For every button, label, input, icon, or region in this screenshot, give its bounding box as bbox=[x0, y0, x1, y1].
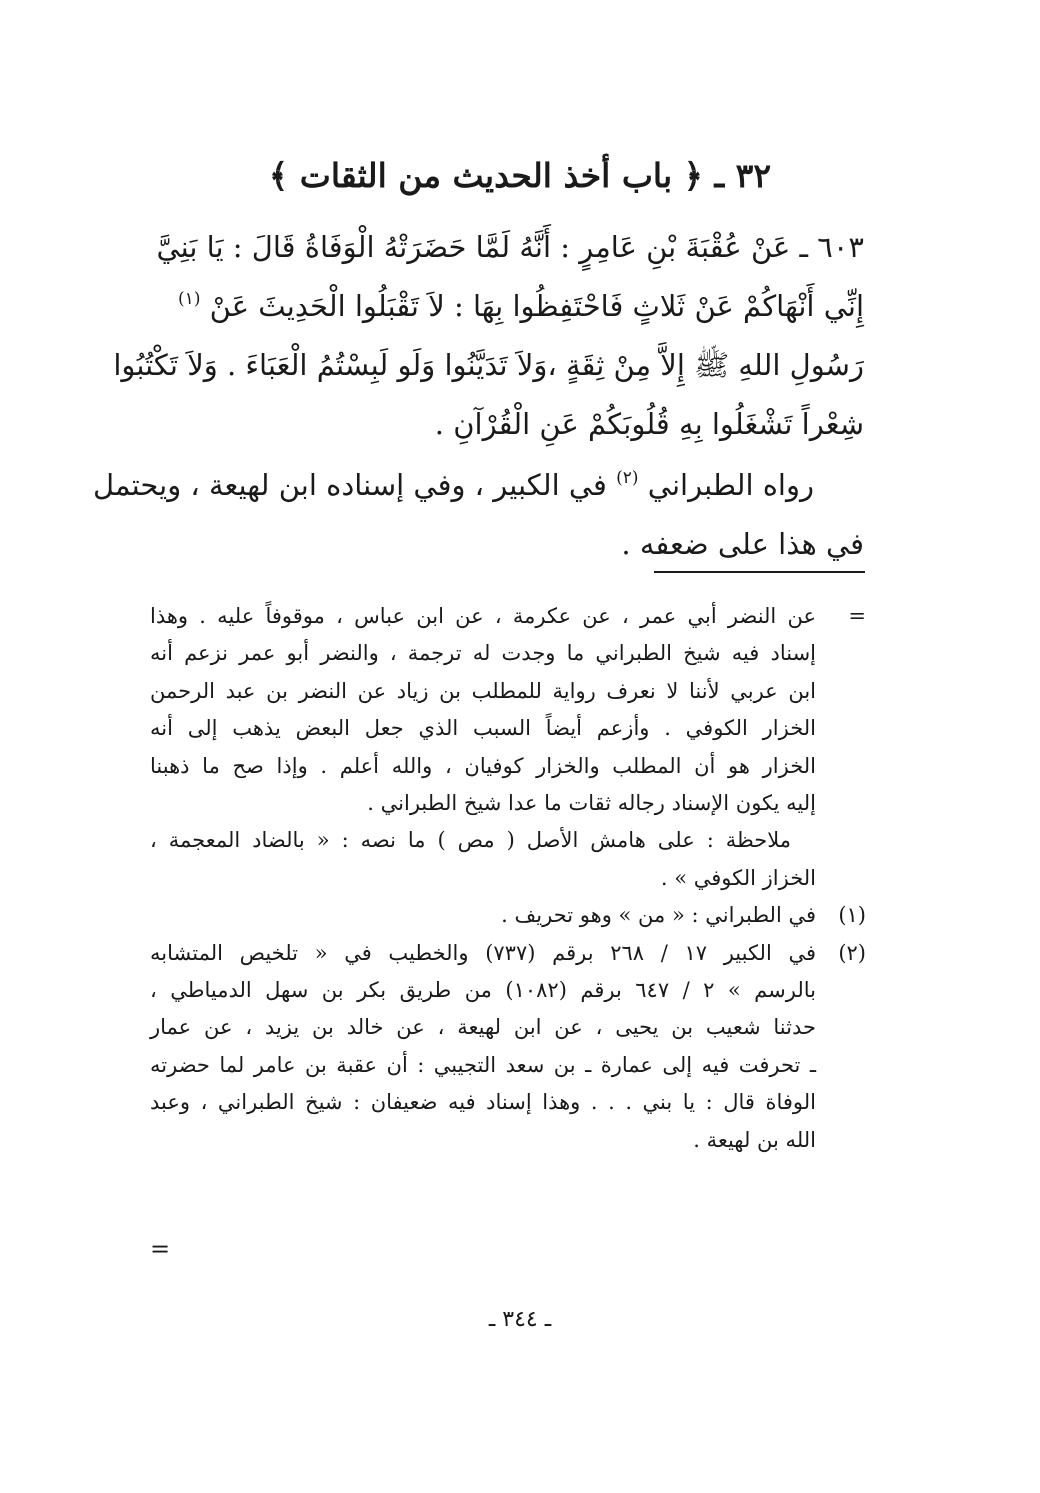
commentary-line-1-end: في الكبير ، وفي إسناده ابن لهيعة ، ويحتمل bbox=[92, 468, 607, 502]
continuation-line-2: إسناد فيه شيخ الطبراني ما وجدت له ترجمة ، والنضر أبو عمر نزعم أنه bbox=[150, 641, 816, 666]
chapter-title: ٣٢ ـ ﴿ باب أخذ الحديث من الثقات ﴾ bbox=[268, 156, 772, 195]
hadith-line-4: شِعْراً تَشْغَلُوا بِهِ قُلُوبَكُمْ عَنِ الْقُرْآنِ . bbox=[434, 407, 864, 441]
footnote-1-marker: (١) bbox=[838, 903, 866, 928]
hadith-line-2-text: إِنِّي أَنْهَاكُمْ عَنْ ثَلاثٍ فَاحْتَفِظُوا بِهَا : لاَ تَقْبَلُوا الْحَدِيثَ عَنْ bbox=[209, 289, 864, 323]
continuation-line-3: ابن عربي لأننا لا نعرف رواية للمطلب بن زياد عن النضر بن عبد الرحمن bbox=[150, 678, 816, 703]
footnote-remark bbox=[150, 822, 866, 897]
hadith-line-3: رَسُولِ اللهِ ﷺ إِلاَّ مِنْ ثِقَةٍ ،وَلاَ تَدَيَّنُوا وَلَو لَبِسْتُمُ الْعَبَاءَ . وَلاَ تَكْتُبُوا bbox=[113, 348, 864, 382]
footnote-2-line-2: بالرسم » ٢ / ٦٤٧ برقم (١٠٨٢) من طريق بكر بن سهل الدمياطي ، bbox=[150, 978, 816, 1003]
continuation-marker: = bbox=[848, 604, 866, 628]
continuation-line-5: الخزار هو أن المطلب والخزار كوفيان ، والله أعلم . وإذا صح ما ذهبنا bbox=[150, 753, 816, 778]
footnote-2-line-3: حدثنا شعيب بن يحيى ، عن ابن لهيعة ، عن خالد بن يزيد ، عن عمار bbox=[150, 1015, 816, 1040]
continuation-line-4: الخزار الكوفي . وأزعم أيضاً السبب الذي جعل البعض يذهب إلى أنه bbox=[150, 716, 816, 741]
commentary-line-1-start: رواه الطبراني bbox=[647, 468, 814, 502]
remark-line-1: ملاحظة : على هامش الأصل ( مص ) ما نصه : « بالضاد المعجمة ، bbox=[150, 828, 791, 853]
hadith-line-2 bbox=[178, 277, 864, 336]
footnote-2-line-4: ـ تحرفت فيه إلى عمارة ـ بن سعد التجيبي : أن عقبة بن عامر لما حضرته bbox=[150, 1052, 816, 1077]
footnote-2-line-6: الله بن لهيعة . bbox=[693, 1127, 816, 1152]
commentary-text bbox=[92, 456, 864, 574]
page-number: ـ ٣٤٤ ـ bbox=[488, 1307, 552, 1332]
footnote-ref-1[interactable]: (١) bbox=[178, 289, 201, 309]
footnote-continuation bbox=[150, 598, 866, 822]
footnote-2-marker: (٢) bbox=[838, 940, 866, 965]
hadith-line-1: ٦٠٣ ـ عَنْ عُقْبَةَ بْنِ عَامِرٍ : أَنَّهُ لَمَّا حَضَرَتْهُ الْوَفَاةُ قَالَ : يَا بَنِيَّ bbox=[156, 230, 864, 264]
footnote-2-line-5: الوفاة قال : يا بني . . . وهذا إسناد فيه ضعيفان : شيخ الطبراني ، وعبد bbox=[150, 1090, 816, 1115]
footnote-2 bbox=[150, 935, 866, 1159]
footnotes-section bbox=[150, 598, 866, 1159]
continuation-line-1: عن النضر أبي عمر ، عن عكرمة ، عن ابن عباس ، موقوفاً عليه . وهذا bbox=[150, 604, 816, 628]
footnote-2-line-1: في الكبير ١٧ / ٢٦٨ برقم (٧٣٧) والخطيب في « تلخيص المتشابه bbox=[150, 940, 816, 965]
next-page-marker: = bbox=[150, 1235, 171, 1263]
continuation-line-6: إليه يكون الإسناد رجاله ثقات ما عدا شيخ الطبراني . bbox=[367, 791, 816, 816]
commentary-line-2: في هذا على ضعفه . bbox=[621, 527, 864, 561]
hadith-text bbox=[113, 218, 864, 454]
remark-line-2: الخزاز الكوفي » . bbox=[660, 865, 816, 890]
footnote-separator bbox=[654, 571, 865, 573]
commentary-line-1 bbox=[92, 456, 864, 515]
footnote-1-line-1: في الطبراني : « من » وهو تحريف . bbox=[501, 903, 816, 928]
footnote-1 bbox=[150, 897, 866, 934]
footnote-ref-2[interactable]: (٢) bbox=[616, 468, 639, 488]
